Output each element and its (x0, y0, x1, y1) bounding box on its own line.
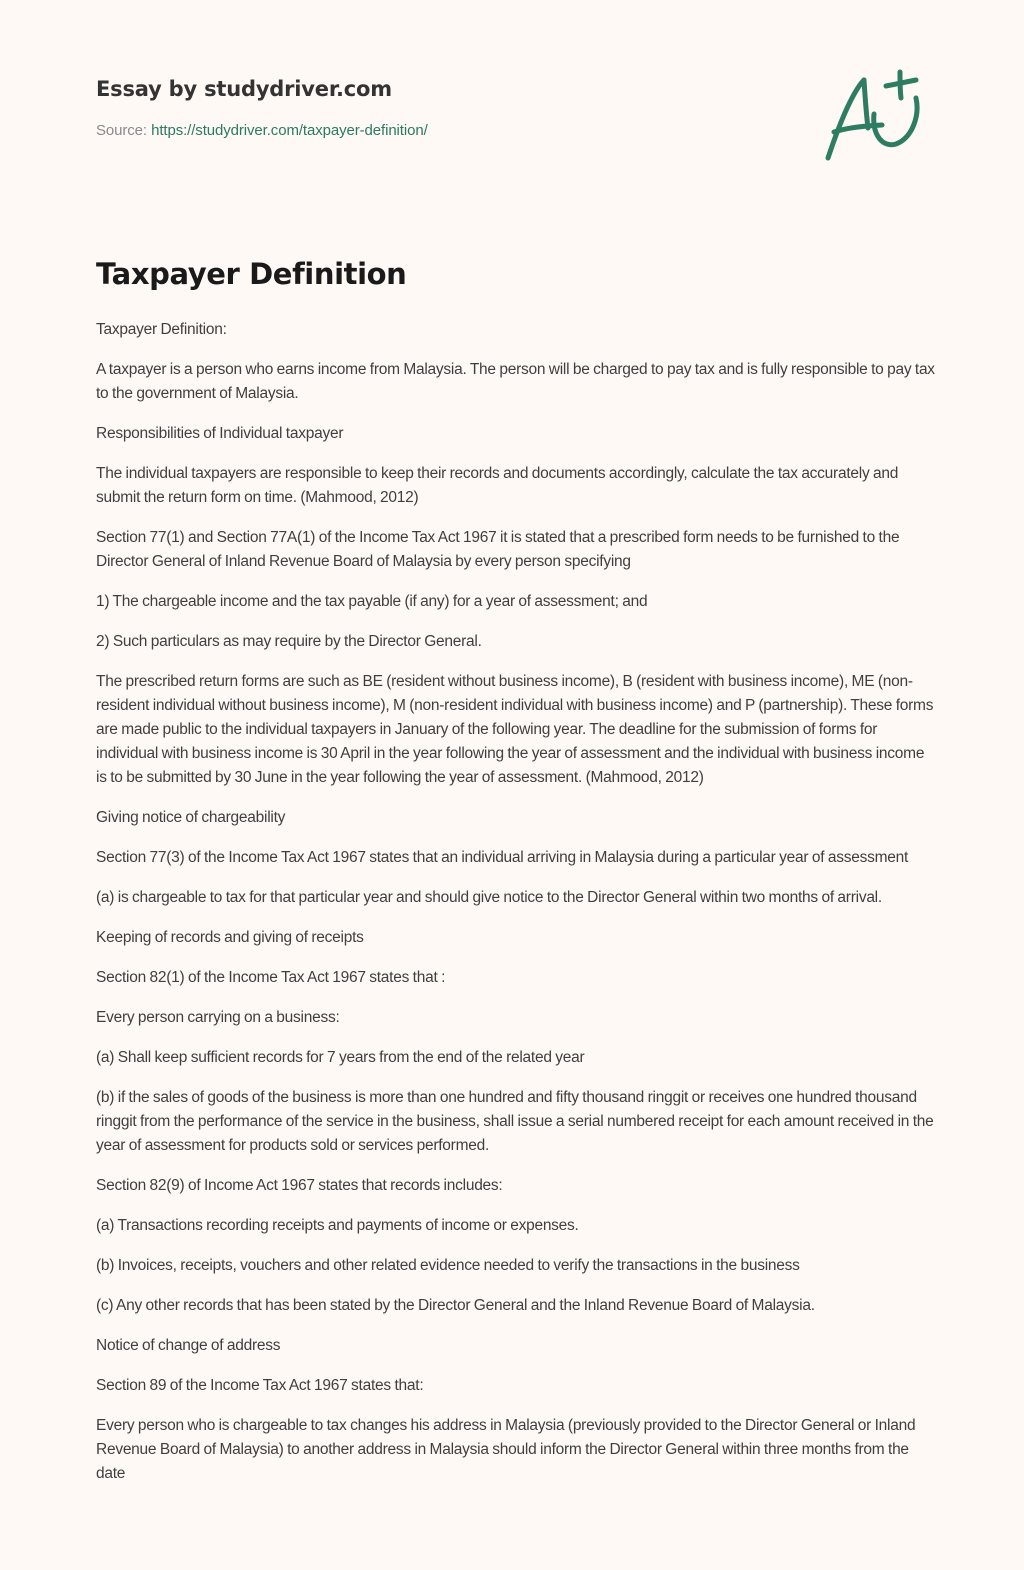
paragraph: A taxpayer is a person who earns income from Malaysia. The person will be charged to pay tax and is fully responsible to pay tax to the government of Malaysia. (96, 361, 935, 402)
list-item: (a) Transactions recording receipts and payments of income or expenses. (96, 1217, 579, 1234)
essay-article (96, 252, 936, 1502)
paragraph: Section 89 of the Income Tax Act 1967 states that: (96, 1377, 424, 1394)
paragraph: The individual taxpayers are responsible to keep their records and documents accordingly, calculate the tax accurately and submit the return form on time. (Mahmood, 2012) (96, 465, 899, 506)
page-header (96, 74, 936, 141)
list-item: (b) Invoices, receipts, vouchers and other related evidence needed to verify the transactions in the business (96, 1257, 800, 1274)
list-item: (b) if the sales of goods of the business is more than one hundred and fifty thousand ringgit or receives one hundred thousand ringgit from the performance of the service in the business, shall issue a serial numbered receipt for each amount received in the year of assessment for products sold or services performed. (96, 1089, 934, 1154)
list-item: 2) Such particulars as may require by the Director General. (96, 633, 482, 650)
source-line (96, 121, 936, 141)
section-heading: Notice of change of address (96, 1337, 281, 1354)
paragraph: Section 77(1) and Section 77A(1) of the Income Tax Act 1967 it is stated that a prescribed form needs to be furnished to the Director General of Inland Revenue Board of Malaysia by every person specifying (96, 529, 900, 570)
paragraph: Every person carrying on a business: (96, 1009, 340, 1026)
a-plus-grade-icon (820, 66, 930, 166)
section-heading: Giving notice of chargeability (96, 809, 286, 826)
section-heading: Responsibilities of Individual taxpayer (96, 425, 344, 442)
section-heading: Keeping of records and giving of receipts (96, 929, 364, 946)
paragraph: Section 82(1) of the Income Tax Act 1967 states that : (96, 969, 446, 986)
list-item: (a) Shall keep sufficient records for 7 years from the end of the related year (96, 1049, 585, 1066)
list-item: 1) The chargeable income and the tax payable (if any) for a year of assessment; and (96, 593, 648, 610)
site-title: Essay by studydriver.com (96, 77, 392, 101)
paragraph: Section 82(9) of Income Act 1967 states that records includes: (96, 1177, 503, 1194)
paragraph: Section 77(3) of the Income Tax Act 1967 states that an individual arriving in Malaysia during a particular year of assessment (96, 849, 909, 866)
paragraph: The prescribed return forms are such as BE (resident without business income), B (resident with business income), ME (non-resident individual without business income), M (non-resident individual with business income) and P (partnership). These forms are made public to the individual taxpayers in January of the following year. The deadline for the submission of forms for individual with business income is 30 April in the year following the year of assessment and the individual with business income is to be submitted by 30 June in the year following the year of assessment. (Mahmood, 2012) (96, 673, 934, 786)
paragraph: Every person who is chargeable to tax changes his address in Malaysia (previously provided to the Director General or Inland Revenue Board of Malaysia) to another address in Malaysia should inform the Director General within three months from the date (96, 1417, 916, 1482)
source-label: Source: (96, 122, 147, 139)
list-item: (c) Any other records that has been stated by the Director General and the Inland Revenue Board of Malaysia. (96, 1297, 815, 1314)
list-item: (a) is chargeable to tax for that particular year and should give notice to the Director General within two months of arrival. (96, 889, 882, 906)
source-link[interactable]: https://studydriver.com/taxpayer-definition/ (151, 122, 428, 139)
essay-title: Taxpayer Definition (96, 257, 407, 291)
paragraph: Taxpayer Definition: (96, 321, 227, 338)
